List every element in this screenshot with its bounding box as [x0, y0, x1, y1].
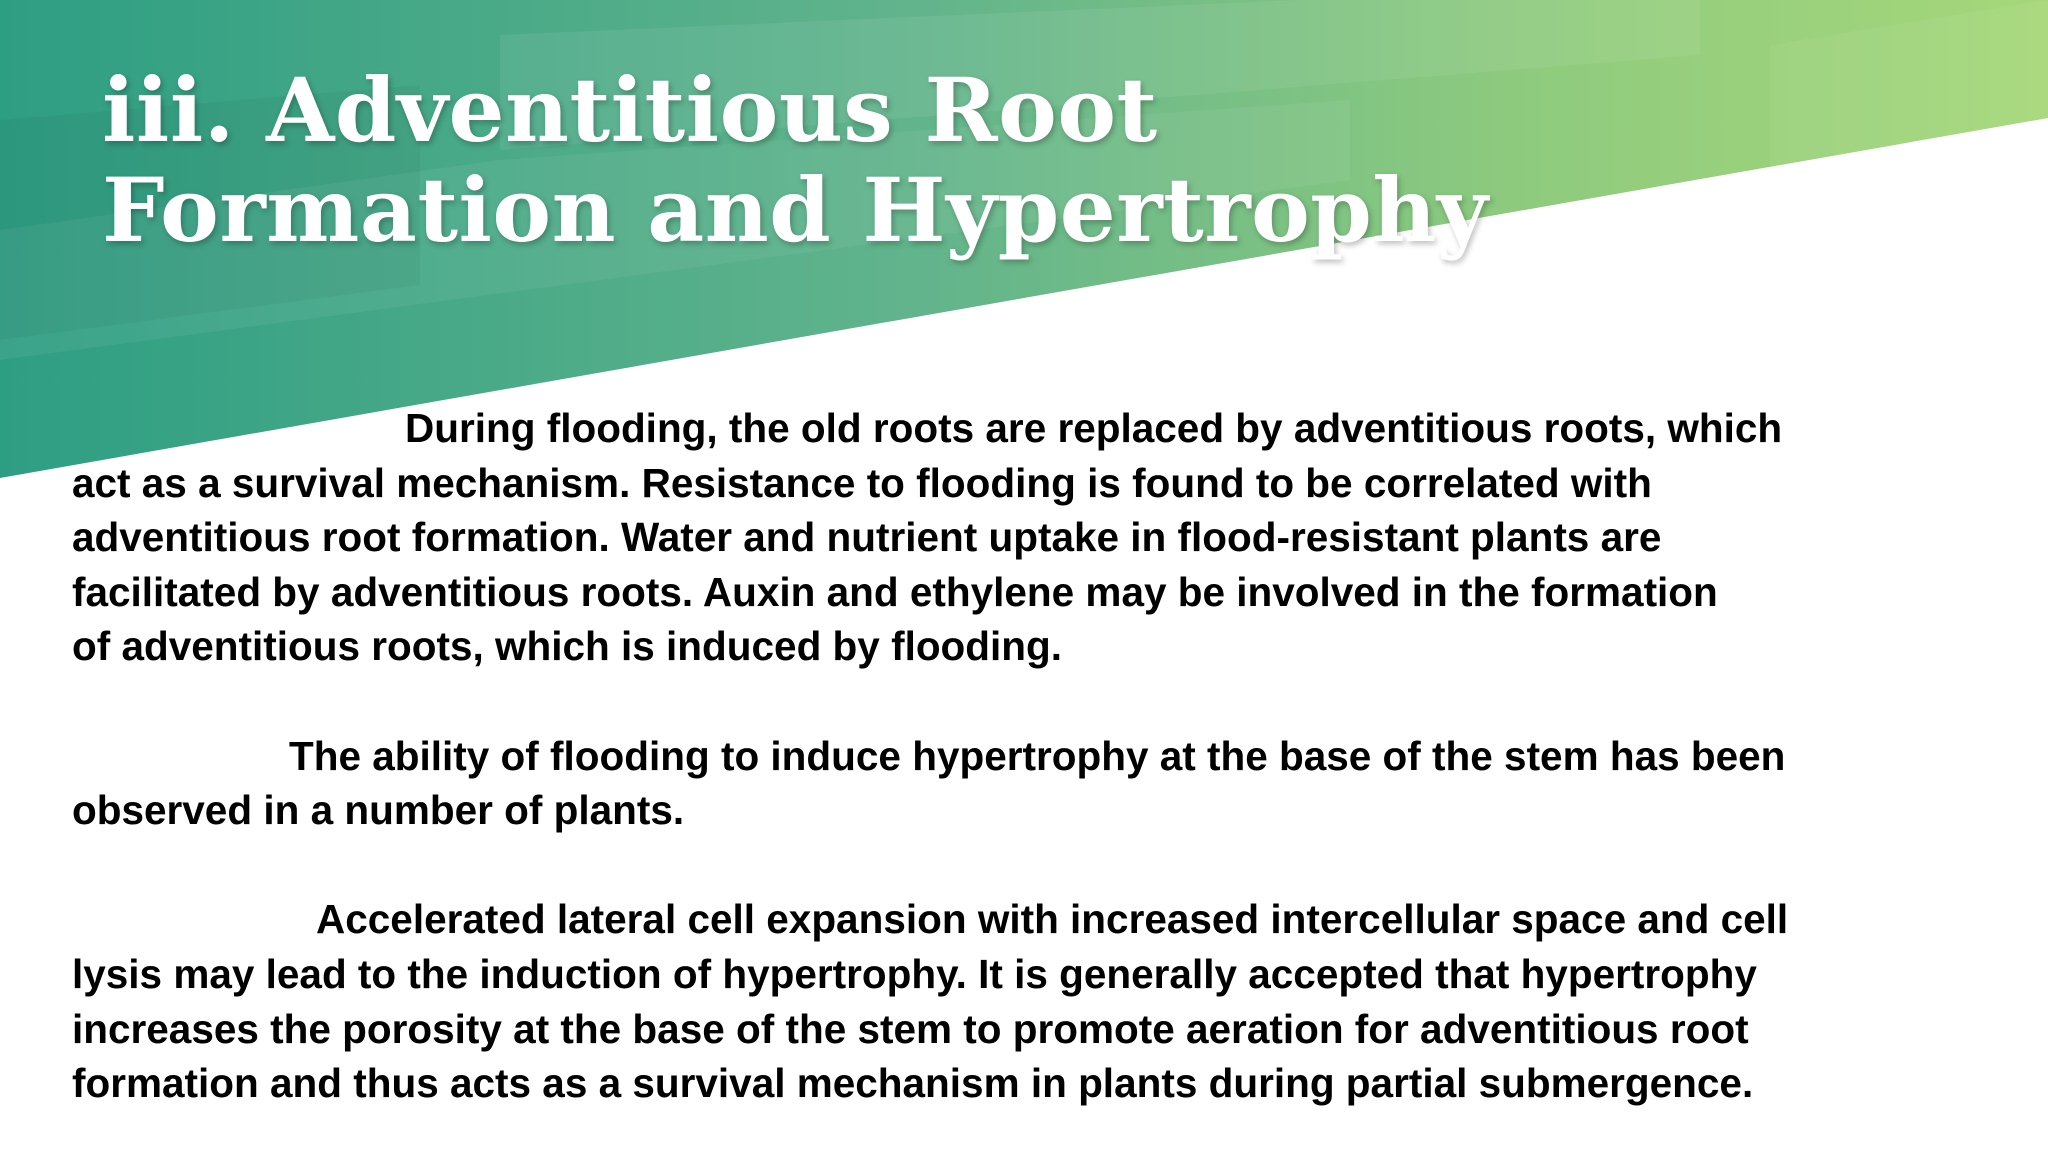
- paragraph-line: lysis may lead to the induction of hypertrophy. It is generally accepted that hypertrophy: [72, 950, 1757, 997]
- title-line: Formation and Hypertrophy: [102, 158, 1489, 262]
- paragraph-line: increases the porosity at the base of the stem to promote aeration for adventitious root: [72, 1005, 1749, 1052]
- slide-body: [72, 401, 1972, 1111]
- paragraph-line: During flooding, the old roots are replaced by adventitious roots, which: [405, 405, 1783, 451]
- slide-title: [102, 60, 1488, 260]
- paragraph-adventitious-roots: [72, 401, 1972, 674]
- paragraph-line: adventitious root formation. Water and nutrient uptake in flood-resistant plants are: [72, 514, 1662, 561]
- paragraph-spacer: [72, 674, 1972, 729]
- paragraph-line: act as a survival mechanism. Resistance to flooding is found to be correlated with: [72, 459, 1652, 506]
- paragraph-line: formation and thus acts as a survival mechanism in plants during partial submergence.: [72, 1060, 1754, 1107]
- paragraph-line: observed in a number of plants.: [72, 787, 685, 834]
- paragraph-hypertrophy-mechanism: [72, 892, 1972, 1110]
- paragraph-line: Accelerated lateral cell expansion with increased intercellular space and cell: [316, 896, 1789, 943]
- paragraph-line: facilitated by adventitious roots. Auxin and ethylene may be involved in the formation: [72, 568, 1718, 615]
- paragraph-hypertrophy-intro: [72, 729, 1972, 838]
- paragraph-line: of adventitious roots, which is induced by flooding.: [72, 623, 1063, 670]
- paragraph-spacer: [72, 838, 1972, 893]
- paragraph-line: The ability of flooding to induce hypertrophy at the base of the stem has been: [289, 732, 1786, 779]
- title-line: iii. Adventitious Root: [102, 58, 1158, 162]
